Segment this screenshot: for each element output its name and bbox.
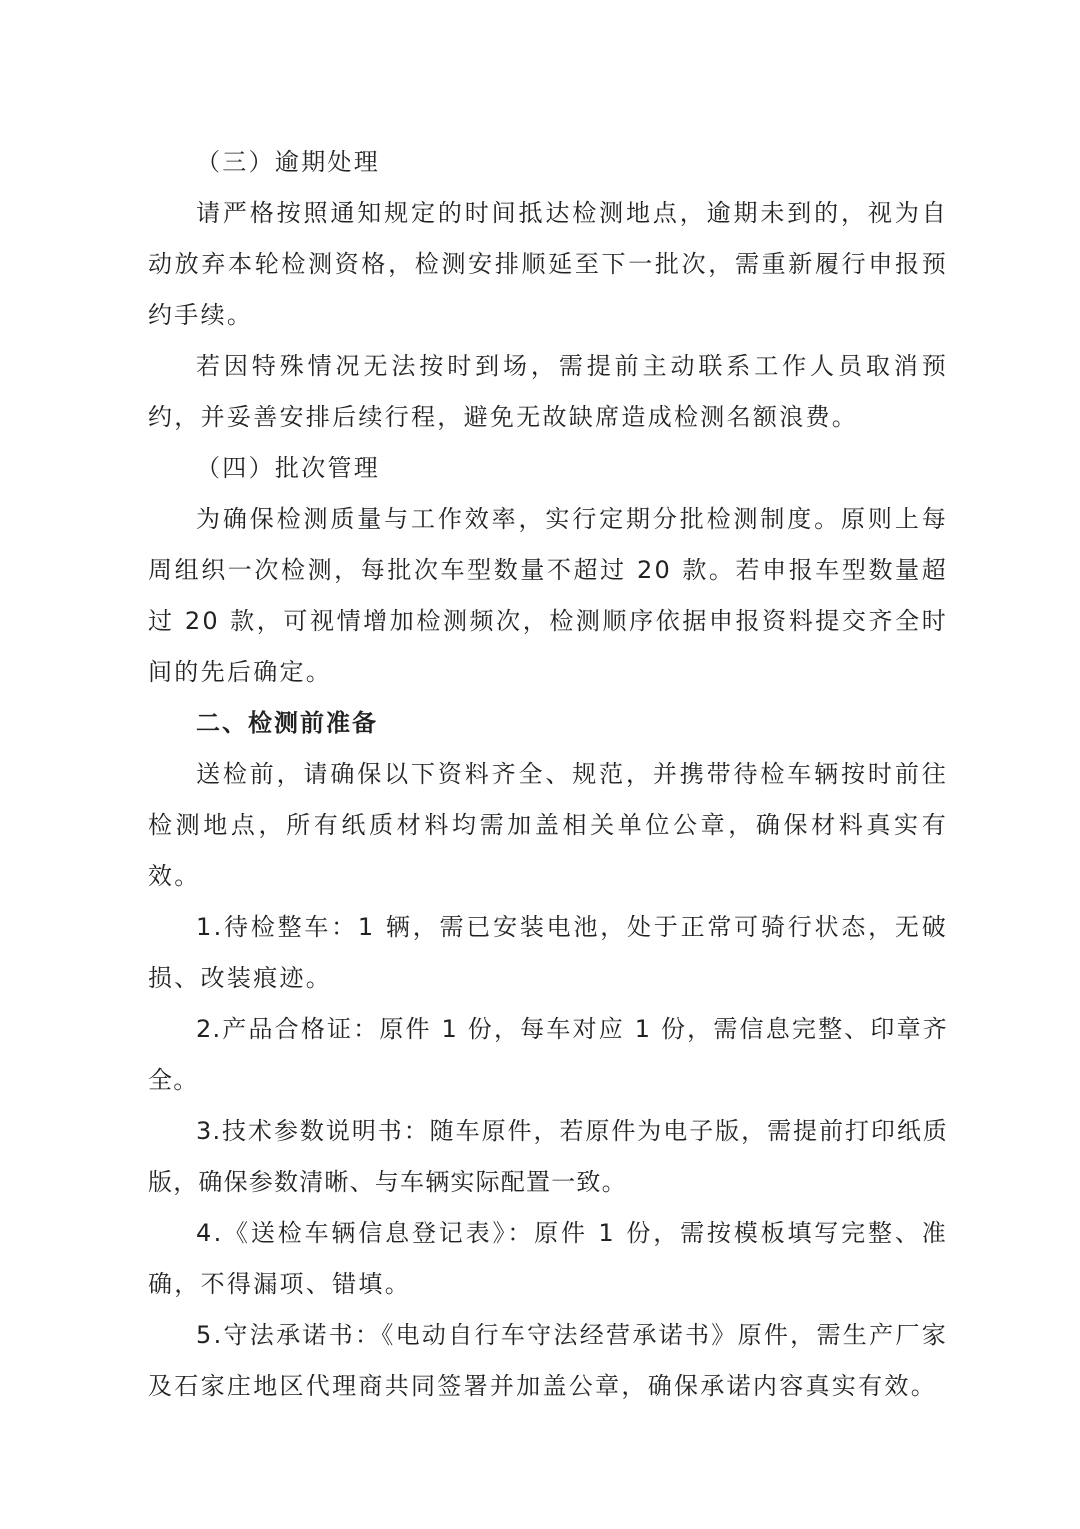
- document-body: [148, 137, 948, 1412]
- list-item-certificate: 2.产品合格证：原件 1 份，每车对应 1 份，需信息完整、印章齐全。: [148, 1015, 948, 1094]
- subheading-batch: （四）批次管理: [196, 454, 381, 482]
- paragraph-cancel-rule: 若因特殊情况无法按时到场，需提前主动联系工作人员取消预约，并妥善安排后续行程，避免无故缺席造成检测名额浪费。: [148, 352, 948, 431]
- paragraph-batch-rule: 为确保检测质量与工作效率，实行定期分批检测制度。原则上每周组织一次检测，每批次车型数量不超过 20 款。若申报车型数量超过 20 款，可视情增加检测频次，检测顺序依据申报资料提交齐全时间的先后确定。: [148, 505, 948, 686]
- subheading-overdue: （三）逾期处理: [196, 148, 381, 176]
- list-item-manual: 3.技术参数说明书：随车原件，若原件为电子版，需提前打印纸质版，确保参数清晰、与车辆实际配置一致。: [148, 1117, 948, 1196]
- list-item-vehicle: 1.待检整车：1 辆，需已安装电池，处于正常可骑行状态，无破损、改装痕迹。: [148, 913, 948, 992]
- list-item-registration-form: 4.《送检车辆信息登记表》：原件 1 份，需按模板填写完整、准确，不得漏项、错填。: [148, 1219, 948, 1298]
- list-item-commitment: 5.守法承诺书：《电动自行车守法经营承诺书》原件，需生产厂家及石家庄地区代理商共同签署并加盖公章，确保承诺内容真实有效。: [148, 1321, 948, 1400]
- paragraph-preparation-intro: 送检前，请确保以下资料齐全、规范，并携带待检车辆按时前往检测地点，所有纸质材料均需加盖相关单位公章，确保材料真实有效。: [148, 760, 948, 890]
- paragraph-overdue-rule: 请严格按照通知规定的时间抵达检测地点，逾期未到的，视为自动放弃本轮检测资格，检测安排顺延至下一批次，需重新履行申报预约手续。: [148, 199, 948, 329]
- heading-preparation: 二、检测前准备: [196, 709, 378, 737]
